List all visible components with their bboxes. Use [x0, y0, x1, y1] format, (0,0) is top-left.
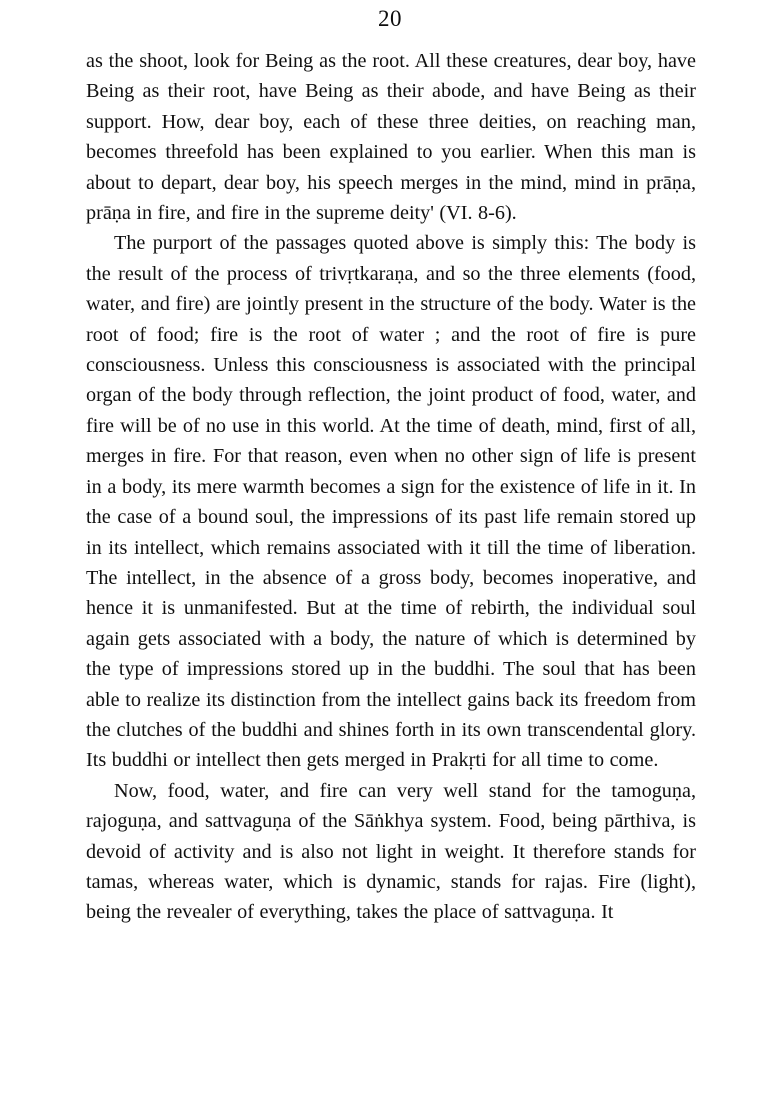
paragraph: The purport of the passages quoted above is simply this: The body is the result of the process of trivṛtkaraṇa, and so the three elements (food, water, and fire) are jointly present in the structure of the body. Water is the root of food; fire is the root of water ; and the root of fire is pure consciousness. Unless this consciousness is associated with the principal organ of the body through reflection, the joint product of food, water, and fire will be of no use in this world. At the time of death, mind, first of all, merges in fire. For that reason, even when no other sign of life is present in a body, its mere warmth becomes a sign for the existence of life in it. In the case of a bound soul, the impressions of its past life remain stored up in its intellect, which remains associated with it till the time of liberation. The intellect, in the absence of a gross body, becomes inoperative, and hence it is unmanifested. But at the time of rebirth, the individual soul again gets associated with a body, the nature of which is determined by the type of impressions stored up in the buddhi. The soul that has been able to realize its distinction from the intellect gains back its freedom from the clutches of the buddhi and shines forth in its own transcendental glory. Its buddhi or intellect then gets merged in Prakṛti for all time to come.: [86, 232, 696, 772]
paragraph: as the shoot, look for Being as the root. All these creatures, dear boy, have Being as their root, have Being as their abode, and have Being as their support. How, dear boy, each of these three deities, on reaching man, becomes threefold has been explained to you earlier. When this man is about to depart, dear boy, his speech merges in the mind, mind in prāṇa, prāṇa in fire, and fire in the supreme deity' (VI. 8-6).: [86, 50, 696, 225]
page-number: 20: [378, 6, 402, 31]
page-body: [86, 46, 696, 928]
paragraph: Now, food, water, and fire can very well stand for the tamoguṇa, rajoguṇa, and sattvaguṇa of the Sāṅkhya system. Food, being pārthiva, is devoid of activity and is also not light in weight. It therefore stands for tamas, whereas water, which is dynamic, stands for rajas. Fire (light), being the revealer of everything, takes the place of sattvaguṇa. It: [86, 779, 696, 924]
